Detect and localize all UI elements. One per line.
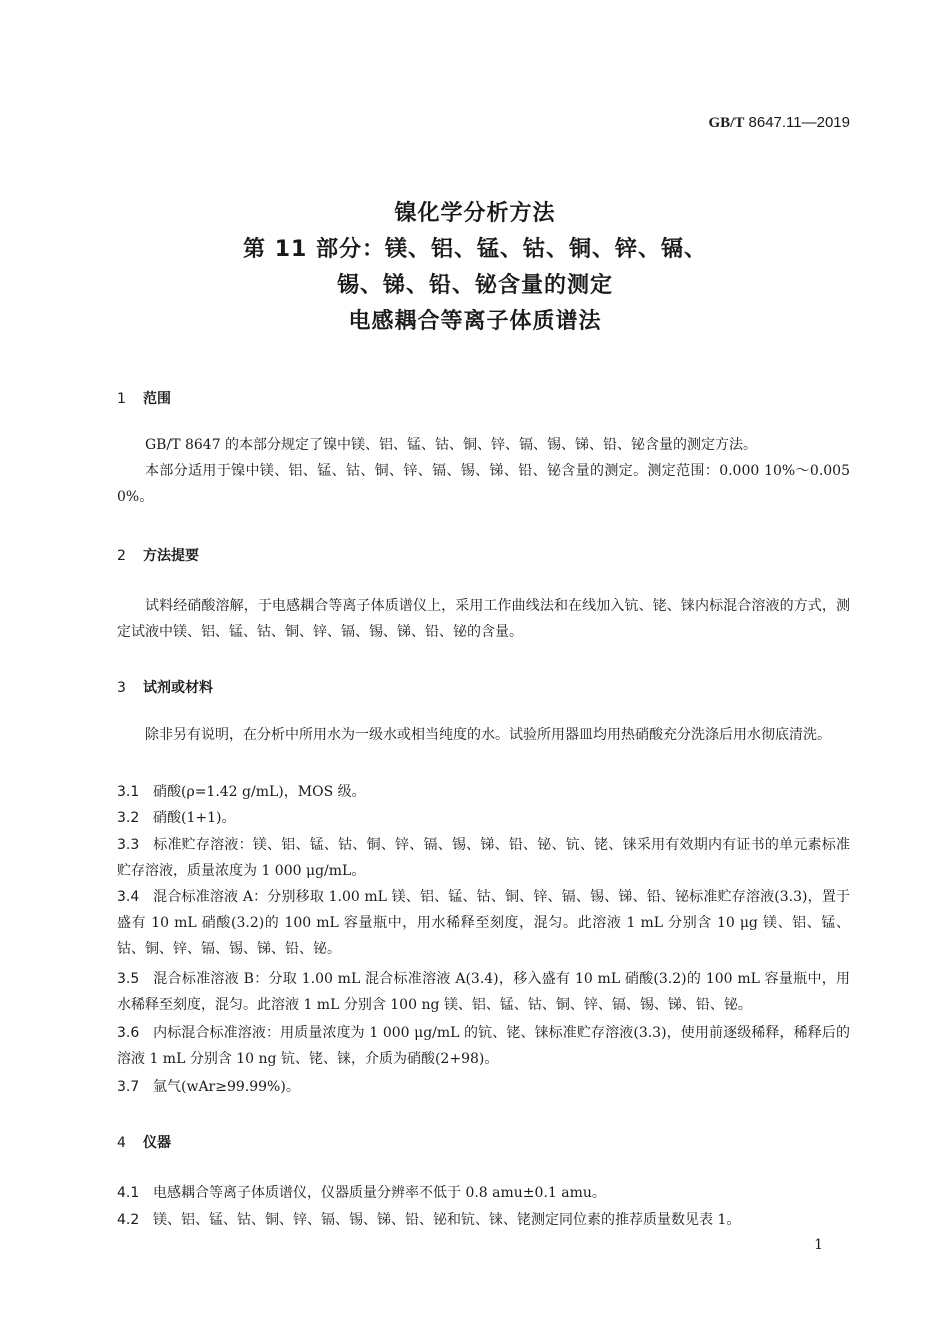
item-text: 内标混合标准溶液：用质量浓度为 1 000 μg/mL 的钪、铑、铼标准贮存溶液(3.3)，使用前逐级稀释，稀释后的溶液 1 mL 分别含 10 ng 钪、铑、铼，介质为硝酸(2+98)。 [117, 1025, 850, 1067]
item-number: 3.2 [117, 810, 140, 826]
item-text: 镁、铝、锰、钴、铜、锌、镉、锡、锑、铅、铋和钪、铼、铑测定同位素的推荐质量数见表 1。 [153, 1212, 741, 1228]
item-text: 混合标准溶液 B：分取 1.00 mL 混合标准溶液 A(3.4)，移入盛有 10 mL 硝酸(3.2)的 100 mL 容量瓶中，用水稀释至刻度，混匀。此溶液 1 mL 分别含 100 ng 镁、铝、锰、钴、铜、锌、镉、锡、锑、铅、铋。 [117, 971, 850, 1013]
item-number: 3.4 [117, 889, 140, 905]
item-3-5 [117, 966, 850, 1018]
item-text: 硝酸(1+1)。 [153, 810, 236, 826]
section-1-paragraph-2: 本部分适用于镍中镁、铝、锰、钴、铜、锌、镉、锡、锑、铅、铋含量的测定。测定范围：0.000 10%～0.005 0%。 [117, 463, 850, 505]
section-title: 仪器 [143, 1135, 171, 1151]
item-number: 3.6 [117, 1025, 140, 1041]
item-3-4 [117, 884, 850, 962]
title-line-2: 第 11 部分：镁、铝、锰、钴、铜、锌、镉、 [243, 237, 707, 262]
page-number: 1 [814, 1237, 823, 1253]
section-number: 1 [117, 391, 126, 407]
section-2-paragraph-1: 试料经硝酸溶解，于电感耦合等离子体质谱仪上，采用工作曲线法和在线加入钪、铑、铼内标混合溶液的方式，测定试液中镁、铝、锰、钴、铜、锌、镉、锡、锑、铅、铋的含量。 [117, 598, 850, 640]
section-2-heading [117, 545, 199, 565]
item-text: 电感耦合等离子体质谱仪，仪器质量分辨率不低于 0.8 amu±0.1 amu。 [153, 1185, 606, 1201]
section-1-heading [117, 388, 171, 408]
item-number: 4.1 [117, 1185, 140, 1201]
section-title: 范围 [143, 391, 171, 407]
item-4-2 [117, 1207, 850, 1233]
standard-prefix: GB/T [708, 115, 745, 131]
item-3-1 [117, 779, 850, 805]
section-title: 试剂或材料 [143, 680, 213, 696]
item-3-2 [117, 805, 850, 831]
section-3-heading [117, 677, 213, 697]
section-number: 3 [117, 680, 126, 696]
section-4-heading [117, 1132, 171, 1152]
item-text: 标准贮存溶液：镁、铝、锰、钴、铜、锌、镉、锡、锑、铅、铋、钪、铑、铼采用有效期内有证书的单元素标准贮存溶液，质量浓度为 1 000 μg/mL。 [117, 837, 850, 879]
title-line-3: 锡、锑、铅、铋含量的测定 [336, 273, 613, 298]
item-number: 3.3 [117, 837, 140, 853]
item-text: 氩气(wAr≥99.99%)。 [153, 1079, 300, 1095]
section-1-paragraph-1: GB/T 8647 的本部分规定了镍中镁、铝、锰、钴、铜、锌、镉、锡、锑、铅、铋含量的测定方法。 [145, 437, 758, 453]
item-3-6 [117, 1020, 850, 1072]
section-title: 方法提要 [143, 548, 199, 564]
item-3-7 [117, 1074, 850, 1100]
title-line-4: 电感耦合等离子体质谱法 [348, 309, 602, 334]
standard-number: 8647.11—2019 [744, 114, 850, 131]
item-text: 混合标准溶液 A：分别移取 1.00 mL 镁、铝、锰、钴、铜、锌、镉、锡、锑、铅、铋标准贮存溶液(3.3)，置于盛有 10 mL 硝酸(3.2)的 100 mL 容量瓶中，用水稀释至刻度，混匀。此溶液 1 mL 分别含 10 μg 镁、铝、锰、钴、铜、锌、镉、锡、锑、铅、铋。 [117, 889, 850, 957]
item-number: 4.2 [117, 1212, 140, 1228]
item-3-3 [117, 832, 850, 884]
section-3-paragraph-1: 除非另有说明，在分析中所用水为一级水或相当纯度的水。试验所用器皿均用热硝酸充分洗涤后用水彻底清洗。 [145, 727, 831, 743]
item-number: 3.7 [117, 1079, 140, 1095]
item-text: 硝酸(ρ=1.42 g/mL)，MOS 级。 [153, 784, 366, 800]
section-number: 4 [117, 1135, 126, 1151]
section-number: 2 [117, 548, 126, 564]
item-number: 3.1 [117, 784, 140, 800]
title-line-1: 镍化学分析方法 [394, 201, 556, 226]
item-number: 3.5 [117, 971, 140, 987]
standard-code [708, 114, 850, 132]
item-4-1 [117, 1180, 850, 1206]
document-title [0, 196, 950, 340]
